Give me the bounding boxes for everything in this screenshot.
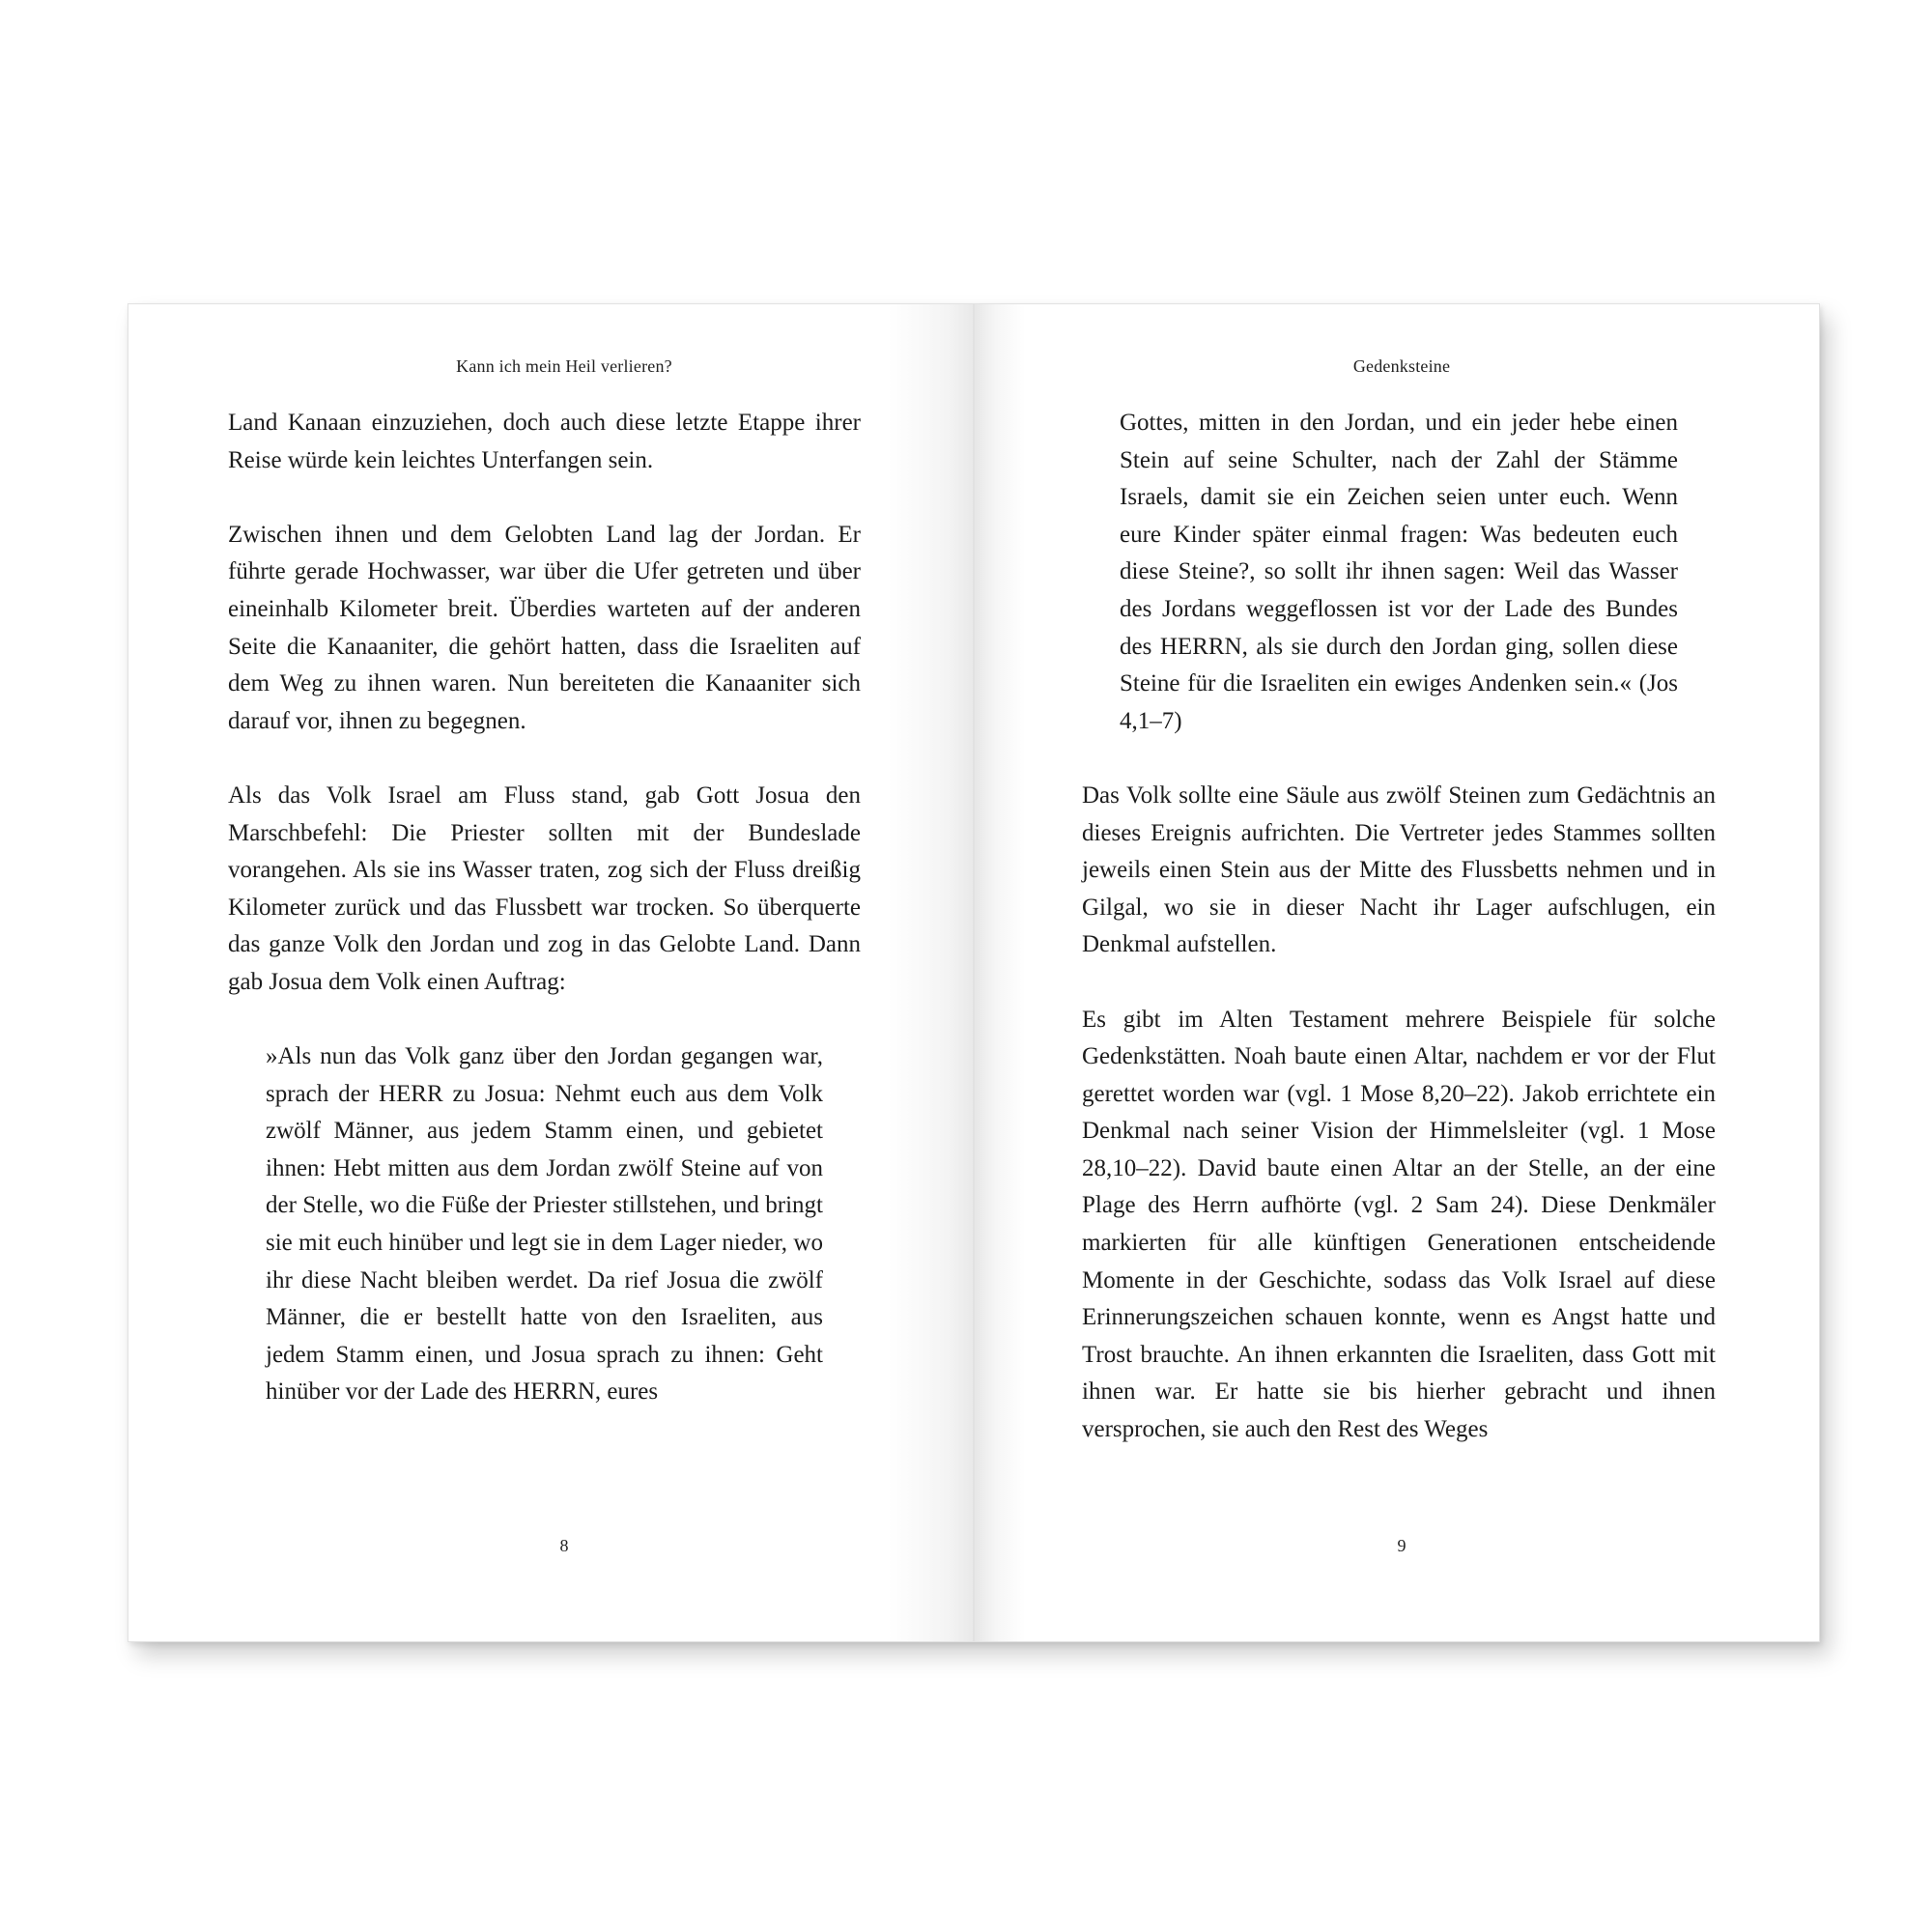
right-page — [974, 303, 1820, 1642]
left-page-text — [228, 405, 861, 1449]
page-number-left: 8 — [559, 1536, 569, 1555]
body-paragraph: Es gibt im Alten Testament mehrere Beispiele für solche Gedenkstätten. Noah baute einen Altar, nachdem er vor der Flut gerettet worden war (vgl. 1 Mose 8,20–22). Jakob errichtete ein Denkmal nach seiner Vision der Himmelsleiter (vgl. 1 Mose 28,10–22). David baute einen Altar an der Stelle, an der eine Plage des Herrn aufhörte (vgl. 2 Sam 24). Diese Denkmäler markierten für alle künftigen Generationen entscheidende Momente in der Geschichte, sodass das Volk Israel auf diese Erinnerungszeichen schauen konnte, wenn es Angst hatte und Trost brauchte. An ihnen erkannten die Israeliten, dass Gott mit ihnen war. Er hatte sie bis hierher gebracht und ihnen versprochen, sie auch den Rest des Weges — [1082, 1006, 1716, 1443]
right-page-text — [1082, 405, 1716, 1449]
body-paragraph: Das Volk sollte eine Säule aus zwölf Steinen zum Gedächtnis an dieses Ereignis aufrichten. Die Vertreter jedes Stammes sollten jeweils einen Stein aus der Mitte des Flussbetts nehmen und in Gilgal, wo sie in dieser Nacht ihr Lager aufschlugen, ein Denkmal aufstellen. — [1082, 781, 1716, 958]
running-head-left: Kann ich mein Heil verlieren? — [456, 356, 672, 376]
left-page — [128, 303, 974, 1642]
book-spread — [128, 303, 1820, 1642]
body-paragraph: Zwischen ihnen und dem Gelobten Land lag der Jordan. Er führte gerade Hochwasser, war über die Ufer getreten und über eineinhalb Kilometer breit. Überdies warteten auf der anderen Seite die Kanaaniter, die gehört hatten, dass die Israeliten auf dem Weg zu ihnen waren. Nun bereiteten die Kanaaniter sich darauf vor, ihnen zu begegnen. — [228, 521, 861, 734]
block-quote-continued: Gottes, mitten in den Jordan, und ein jeder hebe einen Stein auf seine Schulter, nach der Zahl der Stämme Israels, damit sie ein Zeichen seien unter euch. Wenn eure Kinder später einmal fragen: Was bedeuten euch diese Steine?, so sollt ihr ihnen sagen: Weil das Wasser des Jordans weggeflossen ist vor der Lade des Bundes des HERRN, als sie durch den Jordan ging, sollen diese Steine für die Israeliten ein ewiges Andenken sein.« (Jos 4,1–7) — [1120, 410, 1678, 734]
body-paragraph: Land Kanaan einzuziehen, doch auch diese letzte Etappe ihrer Reise würde kein leichtes Unterfangen sein. — [228, 410, 861, 473]
running-head-right: Gedenksteine — [1352, 356, 1451, 376]
page-number-right: 9 — [1397, 1536, 1406, 1555]
block-quote: »Als nun das Volk ganz über den Jordan gegangen war, sprach der HERR zu Josua: Nehmt euch aus dem Volk zwölf Männer, aus jedem Stamm einen, und gebietet ihnen: Hebt mitten aus dem Jordan zwölf Steine auf von der Stelle, wo die Füße der Priester stillstehen, und bringt sie mit euch hinüber und legt sie in dem Lager nieder, wo ihr diese Nacht bleiben werdet. Da rief Josua die zwölf Männer, die er bestellt hatte von den Israeliten, aus jedem Stamm einen, und Josua sprach zu ihnen: Geht hinüber vor der Lade des HERRN, eures — [266, 1043, 823, 1406]
body-paragraph: Als das Volk Israel am Fluss stand, gab Gott Josua den Marschbefehl: Die Priester sollten mit der Bundeslade vorangehen. Als sie ins Wasser traten, zog sich der Fluss dreißig Kilometer zurück und das Flussbett war trocken. So überquerte das ganze Volk den Jordan und zog in das Gelobte Land. Dann gab Josua dem Volk einen Auftrag: — [228, 781, 861, 995]
